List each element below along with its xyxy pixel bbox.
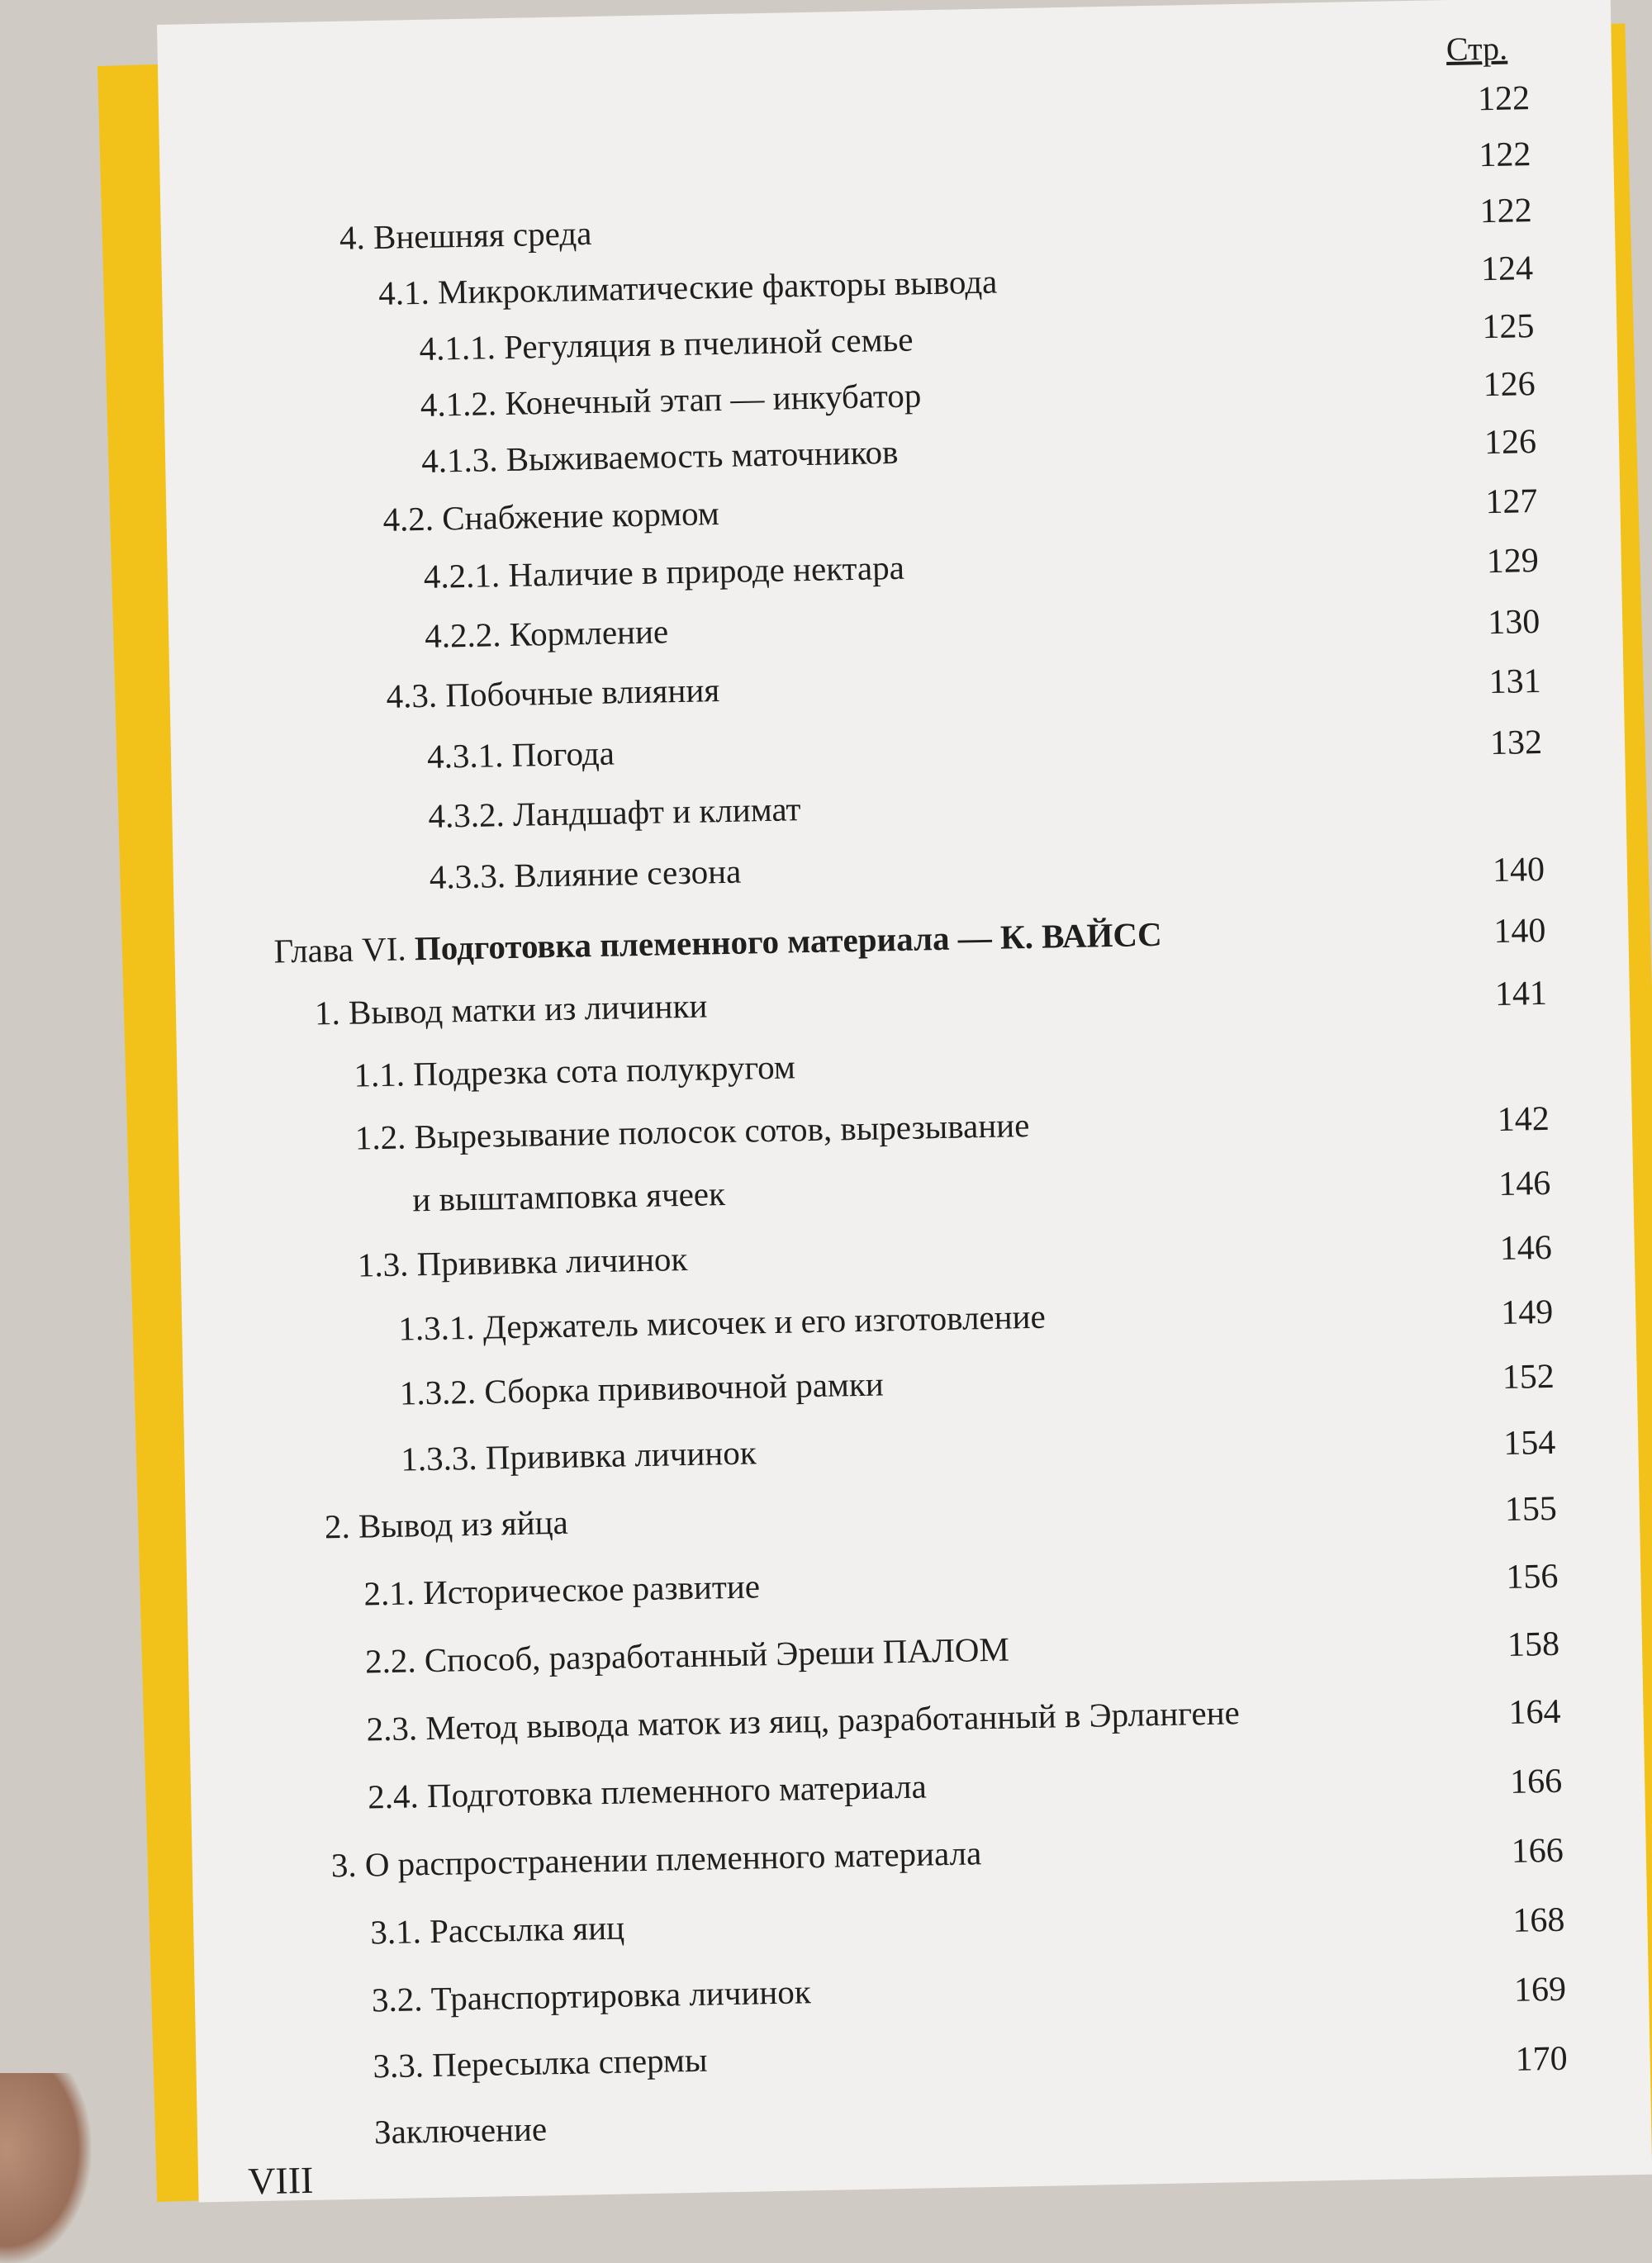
toc-entry: 4.3.1. Погода xyxy=(426,733,615,776)
page-number: 154 xyxy=(1502,1423,1556,1464)
toc-entry: 4.2.2. Кормление xyxy=(424,612,669,655)
toc-entry: 4.2.1. Наличие в природе нектара xyxy=(423,548,905,595)
toc-entry: 4.1. Микроклиматические факторы вывода xyxy=(377,262,998,312)
toc-entry: 3.1. Рассылка яиц xyxy=(369,1908,625,1952)
toc-entry: 2.1. Историческое развитие xyxy=(363,1567,761,1613)
toc-entry: 4.1.2. Конечный этап — инкубатор xyxy=(420,376,922,424)
toc-entry: 2.4. Подготовка племенного материала xyxy=(367,1767,928,1816)
toc-entry: 1.1. Подрезка сота полукругом xyxy=(354,1047,796,1094)
page-folio: VIII xyxy=(247,2158,314,2203)
toc-entry: 2. Вывод из яйца xyxy=(324,1502,569,1546)
page-number: 140 xyxy=(1493,911,1546,951)
toc-entry: 4.3.2. Ландшафт и климат xyxy=(428,790,801,835)
page-number: 127 xyxy=(1484,482,1538,522)
page-number: 140 xyxy=(1492,850,1545,890)
finger-shadow xyxy=(0,2073,91,2263)
page-number: 122 xyxy=(1478,135,1531,175)
page-number: 156 xyxy=(1505,1557,1559,1596)
page-number: 146 xyxy=(1499,1228,1553,1269)
toc-entry: 1.3.2. Сборка прививочной рамки xyxy=(399,1364,885,1412)
page-number: 164 xyxy=(1508,1692,1561,1732)
toc-entry: 4.1.1. Регуляция в пчелиной семье xyxy=(419,320,914,368)
page-number: 131 xyxy=(1488,662,1542,702)
page-number: 125 xyxy=(1481,307,1535,347)
page-number: 122 xyxy=(1477,79,1531,119)
page-number: 166 xyxy=(1511,1831,1564,1871)
page-number: 129 xyxy=(1486,542,1540,581)
toc-entry: 1.3. Прививка личинок xyxy=(357,1239,688,1284)
toc-entry: 3.2. Транспортировка личинок xyxy=(371,1972,812,2019)
page-number: 122 xyxy=(1479,192,1533,231)
toc-entry: 3.3. Пересылка спермы xyxy=(373,2040,708,2085)
toc-entry: 3. О распространении племенного материала xyxy=(330,1834,982,1885)
page-number: 158 xyxy=(1507,1625,1560,1664)
toc-entry: 4.1.3. Выживаемость маточников xyxy=(420,432,899,480)
page-number: 149 xyxy=(1500,1293,1554,1333)
page-column-header: Стр. xyxy=(1446,29,1508,69)
toc-entry: Заключение xyxy=(373,2109,548,2152)
toc-entry: 1. Вывод матки из личинки xyxy=(314,986,708,1032)
toc-entry: и выштамповка ячеек xyxy=(411,1174,726,1219)
page-number: 146 xyxy=(1498,1164,1551,1204)
table-of-contents xyxy=(157,0,1652,2203)
chapter-title: Подготовка племенного материала — К. ВАЙСС xyxy=(414,914,1163,968)
toc-entry: 1.3.3. Прививка личинок xyxy=(400,1433,757,1478)
page-number: 166 xyxy=(1509,1762,1563,1801)
page-number: 126 xyxy=(1483,365,1536,405)
page-number: 126 xyxy=(1483,423,1537,463)
page-number: 132 xyxy=(1489,723,1543,763)
toc-entry: 4. Внешняя среда xyxy=(339,213,592,257)
page-number: 141 xyxy=(1494,974,1548,1014)
book-page xyxy=(157,0,1652,2203)
toc-entry: 4.3. Побочные влияния xyxy=(386,671,720,715)
page-number: 152 xyxy=(1502,1357,1555,1397)
page-number: 155 xyxy=(1504,1489,1558,1530)
chapter-prefix: Глава VI. xyxy=(273,929,415,970)
page-number: 168 xyxy=(1512,1900,1565,1940)
chapter-heading xyxy=(273,914,1163,970)
toc-entry: 2.2. Способ, разработанный Эреши ПАЛОМ xyxy=(364,1630,1010,1681)
toc-entry: 4.2. Снабжение кормом xyxy=(382,494,720,538)
toc-entry: 2.3. Метод вывода маток из яиц, разработанный в Эрлангене xyxy=(366,1693,1241,1748)
toc-entry: 4.3.3. Влияние сезона xyxy=(429,852,742,896)
page-number: 142 xyxy=(1497,1099,1550,1140)
page-number: 169 xyxy=(1513,1970,1567,2009)
toc-entry: 1.3.1. Держатель мисочек и его изготовление xyxy=(397,1297,1047,1348)
page-number: 124 xyxy=(1480,249,1534,289)
page-number: 170 xyxy=(1515,2039,1569,2079)
page-number: 130 xyxy=(1487,602,1540,643)
toc-entry: 1.2. Вырезывание полосок сотов, вырезывание xyxy=(354,1105,1030,1157)
